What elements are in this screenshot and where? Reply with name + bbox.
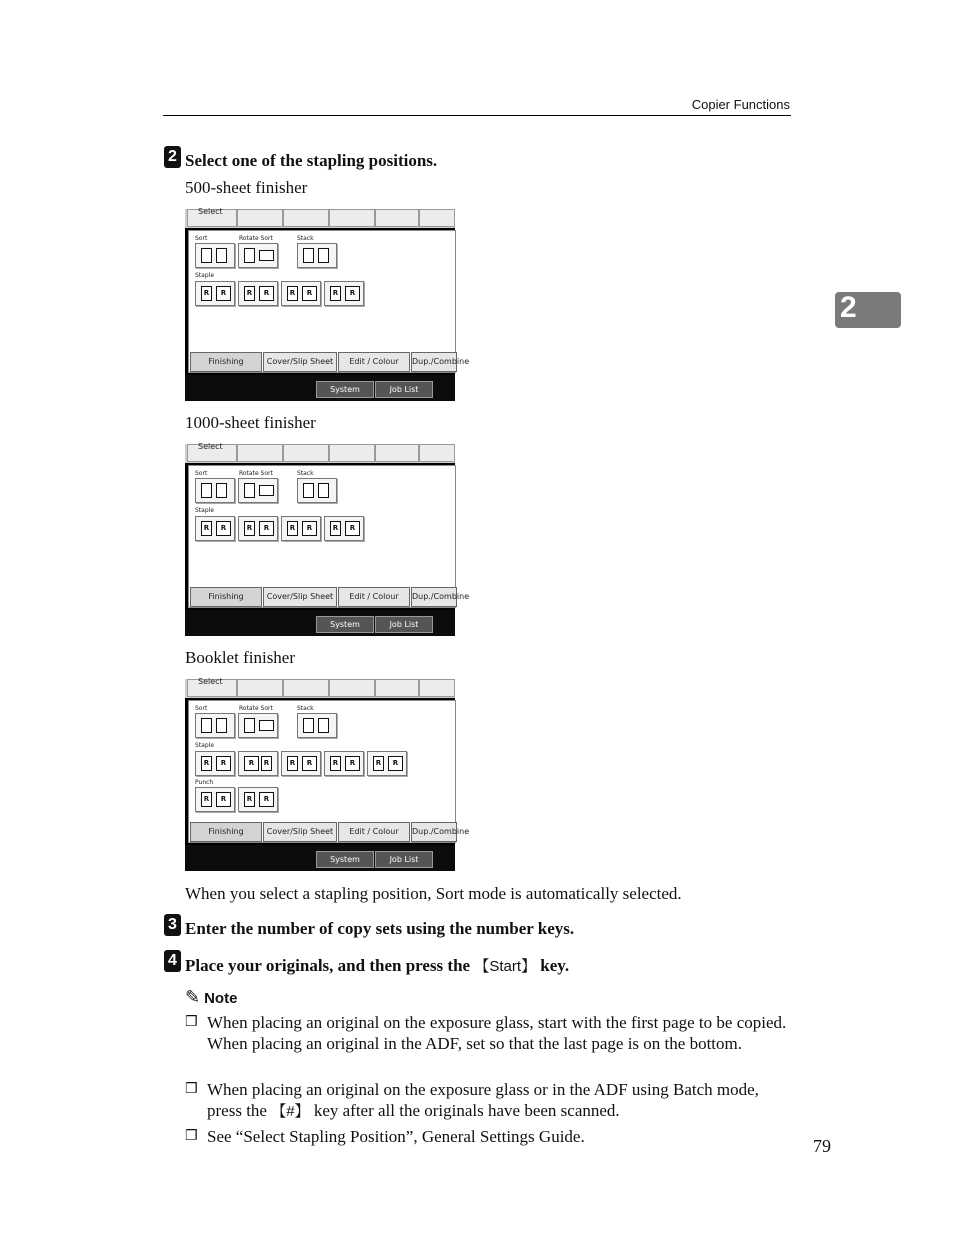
staple-top-left-button[interactable]: R R <box>195 516 235 541</box>
header-rule <box>163 115 791 116</box>
sort-button[interactable] <box>195 243 235 268</box>
hash-key-label: 【#】 <box>271 1103 310 1120</box>
step-2-text: Select one of the stapling positions. <box>185 151 438 170</box>
rotate-sort-button[interactable] <box>238 713 278 738</box>
job-list-button[interactable]: Job List <box>375 381 433 398</box>
note-item-3: See “Select Stapling Position”, General Settings Guide. <box>207 1127 585 1146</box>
sort-button[interactable] <box>195 713 235 738</box>
function-tabs <box>188 821 470 841</box>
step-3-text: Enter the number of copy sets using the number keys. <box>185 919 575 938</box>
finisher-screen-1000 <box>185 442 470 644</box>
screen-top-strip <box>185 444 455 463</box>
staple-top-double-button[interactable]: R R <box>324 751 364 776</box>
note-item-2-after: key after all the originals have been scanned. <box>309 1101 620 1120</box>
step-2-badge: 2 <box>164 146 181 168</box>
tab-cover-slip-sheet[interactable]: Cover/Slip Sheet <box>263 587 337 607</box>
sort-label: Sort <box>195 470 208 477</box>
tab-edit-colour[interactable]: Edit / Colour <box>338 822 410 842</box>
select-label: Select <box>198 442 223 451</box>
step-4-text-after: key. <box>536 956 570 975</box>
page-number: 79 <box>813 1136 831 1156</box>
checkbox-icon: ❒ <box>185 1081 198 1097</box>
rotate-sort-label: Rotate Sort <box>239 470 273 477</box>
staple-top-double-button[interactable]: R R <box>324 281 364 306</box>
step-4-badge: 4 <box>164 950 181 972</box>
staple-left-double-button[interactable]: R R <box>281 516 321 541</box>
stack-label: Stack <box>297 235 314 242</box>
tab-dup-combine[interactable]: Dup./Combine <box>411 352 457 372</box>
tab-dup-combine[interactable]: Dup./Combine <box>411 587 457 607</box>
tab-finishing[interactable]: Finishing <box>190 352 262 372</box>
staple-center-button[interactable]: R R <box>238 751 278 776</box>
chapter-number: 2 <box>840 291 857 324</box>
staple-left-double-button[interactable]: R R <box>281 751 321 776</box>
step-4-text-before: Place your originals, and then press the <box>185 956 475 975</box>
rotate-sort-button[interactable] <box>238 478 278 503</box>
staple-left-double-button[interactable]: R R <box>281 281 321 306</box>
sort-label: Sort <box>195 235 208 242</box>
rotate-sort-button[interactable] <box>238 243 278 268</box>
staple-top-left-button[interactable]: R R <box>195 751 235 776</box>
step-4-text <box>185 955 569 976</box>
stack-button[interactable] <box>297 478 337 503</box>
note-title: Note <box>204 990 238 1007</box>
staple-label: Staple <box>195 272 215 279</box>
screen-top-strip <box>185 679 455 698</box>
running-header: Copier Functions <box>691 97 790 112</box>
pencil-icon: ✎ <box>185 987 201 1007</box>
staple-label: Staple <box>195 742 215 749</box>
finisher-screen-500 <box>185 207 470 409</box>
function-tabs <box>188 586 470 606</box>
sort-label: Sort <box>195 705 208 712</box>
tab-dup-combine[interactable]: Dup./Combine <box>411 822 457 842</box>
status-bar <box>185 375 455 409</box>
screen-top-strip <box>185 209 455 228</box>
tab-finishing[interactable]: Finishing <box>190 587 262 607</box>
staple-top-right-double-button[interactable]: R R <box>367 751 407 776</box>
rotate-sort-label: Rotate Sort <box>239 705 273 712</box>
staple-top-double-button[interactable]: R R <box>324 516 364 541</box>
select-label: Select <box>198 677 223 686</box>
finisher-screen-booklet <box>185 677 470 879</box>
system-status-button[interactable]: System Status <box>316 381 374 398</box>
select-label: Select <box>198 207 223 216</box>
system-status-button[interactable]: System Status <box>316 616 374 633</box>
note-item-1: When placing an original on the exposure glass, start with the first page to be copied. When placing an original in the ADF, set so that the last page is on the bottom. <box>207 1013 787 1053</box>
step-3-badge: 3 <box>164 914 181 936</box>
job-list-button[interactable]: Job List <box>375 616 433 633</box>
tab-edit-colour[interactable]: Edit / Colour <box>338 587 410 607</box>
status-bar <box>185 845 455 879</box>
note-item-2-before: When placing an original on the exposure glass or in the ADF using Batch mode, press the <box>207 1080 759 1120</box>
function-tabs <box>188 351 470 371</box>
screen-caption-booklet: Booklet finisher <box>185 648 296 667</box>
screen-caption-1000: 1000-sheet finisher <box>185 413 316 432</box>
checkbox-icon: ❒ <box>185 1014 198 1030</box>
start-key-label: 【Start】 <box>474 958 537 975</box>
sort-mode-note: When you select a stapling position, Sort mode is automatically selected. <box>185 884 682 903</box>
tab-finishing[interactable]: Finishing <box>190 822 262 842</box>
note-heading <box>185 987 237 1008</box>
punch-top-button[interactable]: R R <box>238 787 278 812</box>
tab-edit-colour[interactable]: Edit / Colour <box>338 352 410 372</box>
stack-button[interactable] <box>297 243 337 268</box>
note-item-2 <box>207 1079 792 1122</box>
punch-label: Punch <box>195 779 214 786</box>
stack-button[interactable] <box>297 713 337 738</box>
sort-button[interactable] <box>195 478 235 503</box>
staple-top-left-button[interactable]: R R <box>195 281 235 306</box>
status-bar <box>185 610 455 644</box>
tab-cover-slip-sheet[interactable]: Cover/Slip Sheet <box>263 822 337 842</box>
tab-cover-slip-sheet[interactable]: Cover/Slip Sheet <box>263 352 337 372</box>
chapter-tab <box>835 292 901 328</box>
punch-left-button[interactable]: R R <box>195 787 235 812</box>
screen-caption-500: 500-sheet finisher <box>185 178 308 197</box>
staple-top-right-button[interactable]: R R <box>238 516 278 541</box>
system-status-button[interactable]: System Status <box>316 851 374 868</box>
rotate-sort-label: Rotate Sort <box>239 235 273 242</box>
job-list-button[interactable]: Job List <box>375 851 433 868</box>
stack-label: Stack <box>297 470 314 477</box>
staple-top-right-button[interactable]: R R <box>238 281 278 306</box>
checkbox-icon: ❒ <box>185 1128 198 1144</box>
staple-label: Staple <box>195 507 215 514</box>
stack-label: Stack <box>297 705 314 712</box>
